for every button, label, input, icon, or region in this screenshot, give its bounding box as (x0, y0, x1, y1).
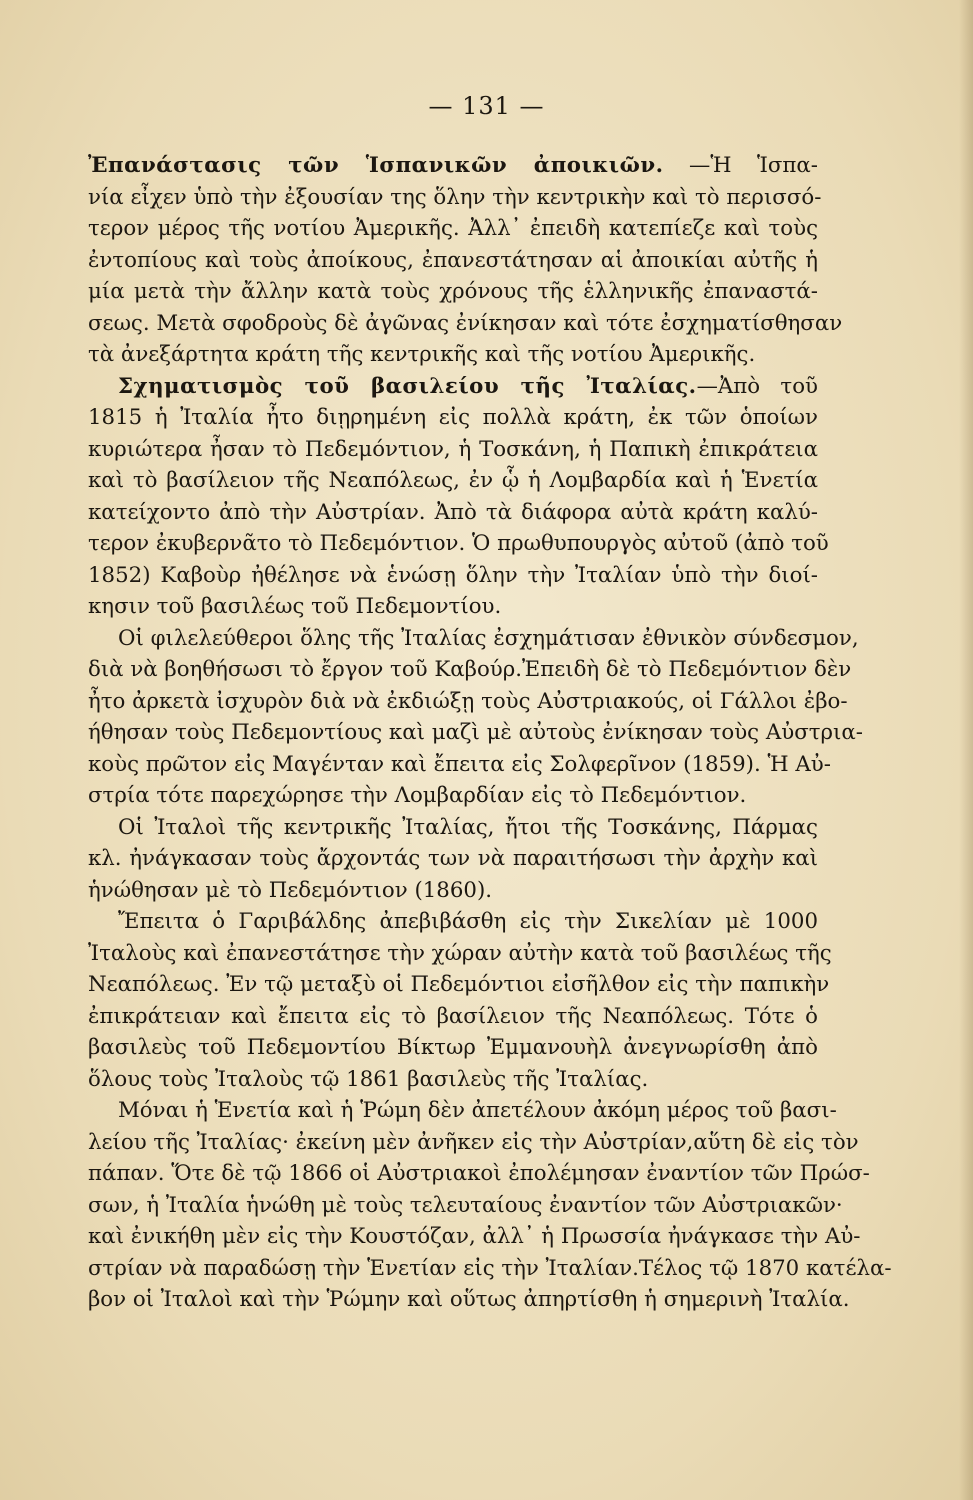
text-line (88, 1032, 818, 1064)
paragraph (88, 812, 818, 907)
text-line (88, 1064, 818, 1096)
text-line (88, 969, 830, 1001)
line-text: καὶ τὸ βασίλειον τῆς Νεαπόλεως, ἐν ᾧ ἡ Λομβαρδία καὶ ἡ Ἑνετία (88, 468, 818, 493)
line-text: ἐπικράτειαν καὶ ἔπειτα εἰς τὸ βασίλειον τῆς Νεαπόλεως. Τότε ὁ (88, 1003, 818, 1029)
line-text: καὶ ἐνικήθη μὲν εἰς τὴν Κουστόζαν, ἀλλ᾽ ἡ Πρωσσία ἠνάγκασε τὴν Αὐ- (88, 1224, 861, 1249)
text-line (88, 812, 818, 844)
page-number: — 131 — (428, 92, 545, 120)
text-line (88, 528, 829, 560)
line-text: στρία τότε παρεχώρησε τὴν Λομβαρδίαν εἰς τὸ Πεδεμόντιον. (88, 783, 747, 808)
text-line (88, 749, 831, 781)
text-line (88, 1253, 892, 1285)
section-heading: Ἐπανάστασις τῶν Ἱσπανικῶν ἀποικιῶν. (88, 153, 664, 178)
line-text: τὰ ἀνεξάρτητα κράτη τῆς κεντρικῆς καὶ τῆς νοτίου Ἀμερικῆς. (88, 342, 756, 367)
text-line (88, 339, 818, 371)
section-heading: Σχηματισμὸς τοῦ βασιλείου τῆς Ἰταλίας. (118, 373, 697, 399)
line-text: 1852) Καβοὺρ ἠθέλησε νὰ ἑνώσῃ ὅλην τὴν Ἰταλίαν ὑπὸ τὴν διοί- (88, 562, 818, 588)
line-text: κατείχοντο ἀπὸ τὴν Αὐστρίαν. Ἀπὸ τὰ διάφορα αὐτὰ κράτη καλύ- (88, 499, 818, 525)
text-line (88, 906, 818, 938)
paragraph (88, 150, 843, 371)
line-text: Ἰταλοὺς καὶ ἐπανεστάτησε τὴν χώραν αὐτὴν κατὰ τοῦ βασιλέως τῆς (88, 940, 832, 966)
text-line (88, 654, 852, 686)
line-text: ἐντοπίους καὶ τοὺς ἀποίκους, ἐπανεστάτησαν αἱ ἀποικίαι αὐτῆς ἡ (88, 247, 818, 273)
text-line (88, 371, 818, 403)
text-line (88, 843, 818, 875)
line-text: βον οἱ Ἰταλοὶ καὶ τὴν Ῥώμην καὶ οὕτως ἀπηρτίσθη ἡ σημερινὴ Ἰταλία. (88, 1287, 850, 1312)
text-line (88, 465, 818, 497)
text-line (88, 150, 818, 182)
text-line (88, 182, 822, 214)
text-line (88, 717, 863, 749)
text-line (88, 623, 859, 655)
line-text: κοὺς πρῶτον εἰς Μαγένταν καὶ ἔπειτα εἰς Σολφερῖνον (1859). Ἡ Αὐ- (88, 751, 831, 777)
line-text: ήθησαν τοὺς Πεδεμοντίους καὶ μαζὶ μὲ αὐτοὺς ἐνίκησαν τοὺς Αὐστρια- (88, 720, 863, 745)
text-line (88, 276, 818, 308)
text-line (88, 1158, 870, 1190)
text-line (88, 245, 818, 277)
line-text: κυριώτερα ἦσαν τὸ Πεδεμόντιον, ἡ Τοσκάνη, ἡ Παπικὴ ἐπικράτεια (88, 436, 818, 462)
line-text: σεως. Μετὰ σφοδροὺς δὲ ἀγῶνας ἐνίκησαν καὶ τότε ἐσχηματίσθησαν (88, 310, 843, 336)
body-text (88, 150, 892, 1316)
line-text: —Ἡ Ἱσπα- (663, 153, 818, 178)
text-line (88, 875, 818, 907)
text-line (88, 1190, 843, 1222)
text-line (88, 434, 818, 466)
line-text: 1815 ἡ Ἰταλία ἦτο διῃρημένη εἰς πολλὰ κράτη, ἐκ τῶν ὁποίων (88, 405, 818, 430)
text-line (88, 560, 818, 592)
line-text: διὰ νὰ βοηθήσωσι τὸ ἔργον τοῦ Καβούρ.Ἐπειδὴ δὲ τὸ Πεδεμόντιον δὲν (88, 657, 852, 682)
text-line (88, 686, 848, 718)
line-text: στρίαν νὰ παραδώσῃ τὴν Ἑνετίαν εἰς τὴν Ἰταλίαν.Τέλος τῷ 1870 κατέλα- (88, 1255, 892, 1281)
paragraph (88, 623, 863, 812)
text-line (88, 1001, 818, 1033)
line-text: ἡνώθησαν μὲ τὸ Πεδεμόντιον (1860). (88, 877, 493, 903)
text-line (88, 402, 818, 434)
text-line (88, 780, 818, 812)
line-text: ὅλους τοὺς Ἰταλοὺς τῷ 1861 βασιλεὺς τῆς Ἰταλίας. (88, 1066, 649, 1092)
page-edge-shadow (959, 0, 973, 1500)
line-text: νία εἶχεν ὑπὸ τὴν ἐξουσίαν της ὅλην τὴν κεντρικὴν καὶ τὸ περισσό- (88, 184, 822, 210)
line-text: σων, ἡ Ἰταλία ἡνώθη μὲ τοὺς τελευταίους ἐναντίον τῶν Αὐστριακῶν· (88, 1192, 843, 1218)
line-text: κησιν τοῦ βασιλέως τοῦ Πεδεμοντίου. (88, 594, 502, 619)
text-line (88, 308, 843, 340)
text-line (88, 1284, 850, 1316)
line-text: πάπαν. Ὅτε δὲ τῷ 1866 οἱ Αὐστριακοὶ ἐπολέμησαν ἐναντίον τῶν Πρώσ- (88, 1161, 870, 1186)
text-line (88, 938, 832, 970)
line-text: Οἱ Ἰταλοὶ τῆς κεντρικῆς Ἰταλίας, ἤτοι τῆς Τοσκάνης, Πάρμας (118, 814, 818, 840)
line-text: Οἱ φιλελεύθεροι ὅλης τῆς Ἰταλίας ἐσχημάτισαν ἐθνικὸν σύνδεσμον, (118, 625, 859, 651)
line-text: ἦτο ἀρκετὰ ἰσχυρὸν διὰ νὰ ἐκδιώξῃ τοὺς Αὐστριακούς, οἱ Γάλλοι ἐβο- (88, 688, 848, 714)
line-text: τερον ἐκυβερνᾶτο τὸ Πεδεμόντιον. Ὁ πρωθυπουργὸς αὐτοῦ (ἀπὸ τοῦ (88, 531, 829, 556)
text-line (88, 213, 818, 245)
text-line (88, 497, 818, 529)
text-line (88, 1127, 859, 1159)
line-text: —Ἀπὸ τοῦ (696, 373, 818, 399)
paragraph (88, 906, 832, 1095)
line-text: Ἔπειτα ὁ Γαριβάλδης ἀπεβιβάσθη εἰς τὴν Σικελίαν μὲ 1000 (118, 909, 818, 934)
line-text: κλ. ἠνάγκασαν τοὺς ἄρχοντάς των νὰ παραιτήσωσι τὴν ἀρχὴν καὶ (88, 846, 818, 871)
line-text: Νεαπόλεως. Ἐν τῷ μεταξὺ οἱ Πεδεμόντιοι εἰσῆλθον εἰς τὴν παπικὴν (88, 972, 830, 997)
line-text: μία μετὰ τὴν ἄλλην κατὰ τοὺς χρόνους τῆς ἑλληνικῆς ἐπαναστά- (88, 279, 818, 304)
line-text: Μόναι ἡ Ἑνετία καὶ ἡ Ῥώμη δὲν ἀπετέλουν ἀκόμη μέρος τοῦ βασι- (118, 1098, 837, 1123)
line-text: τερον μέρος τῆς νοτίου Ἀμερικῆς. Ἀλλ᾽ ἐπειδὴ κατεπίεζε καὶ τοὺς (88, 216, 818, 241)
line-text: βασιλεὺς τοῦ Πεδεμοντίου Βίκτωρ Ἐμμανουὴλ ἀνεγνωρίσθη ἀπὸ (88, 1035, 818, 1060)
text-line (88, 1221, 861, 1253)
text-line (88, 1095, 837, 1127)
text-line (88, 591, 818, 623)
paragraph (88, 371, 829, 623)
line-text: λείου τῆς Ἰταλίας· ἐκείνη μὲν ἀνῆκεν εἰς τὴν Αὐστρίαν,αὕτη δὲ εἰς τὸν (88, 1129, 859, 1155)
paragraph (88, 1095, 892, 1316)
